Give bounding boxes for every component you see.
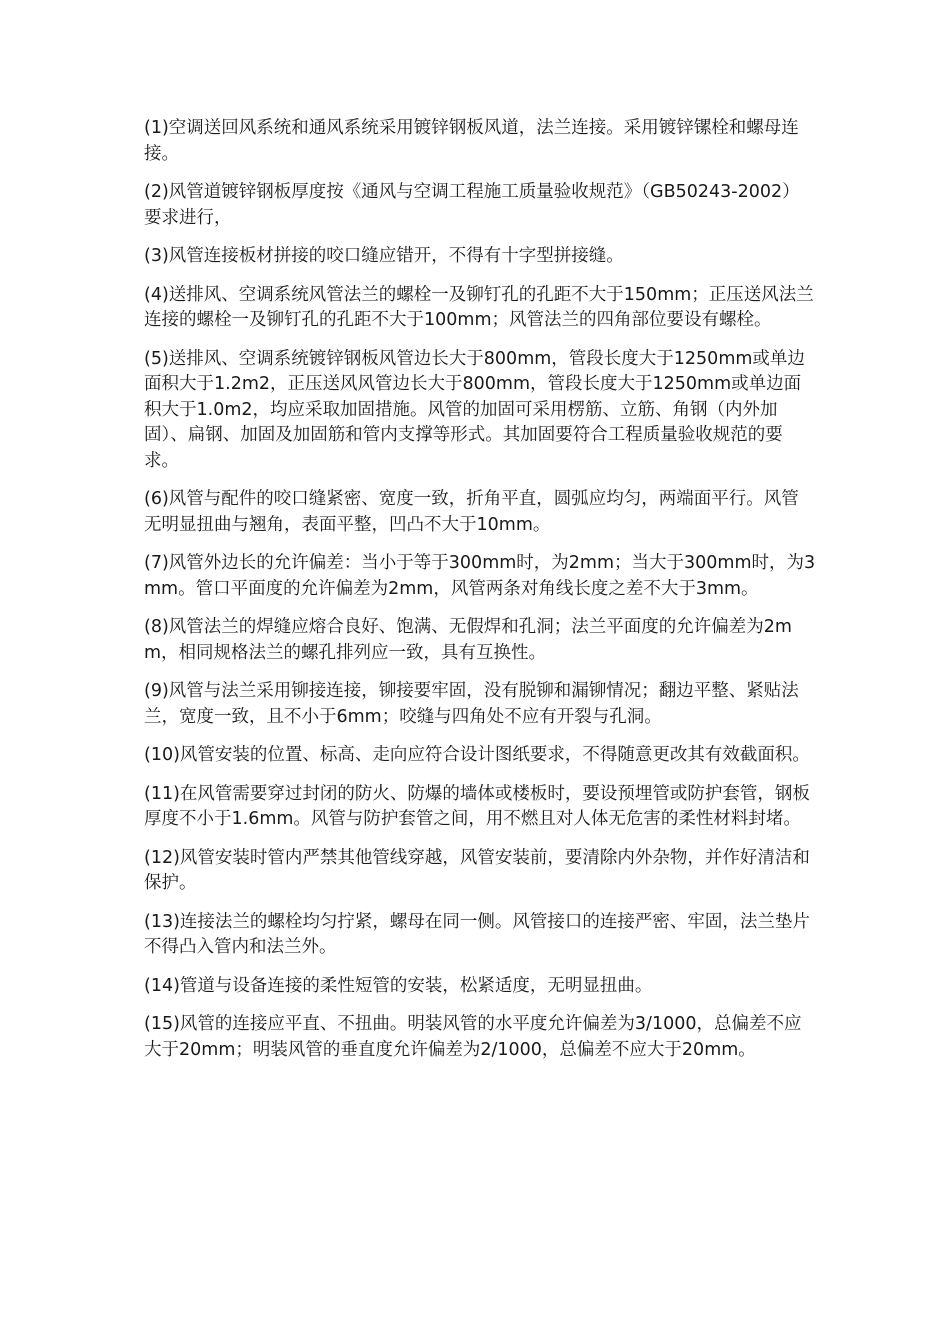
paragraph-7: (7)风管外边长的允许偏差：当小于等于300mm时，为2mm；当大于300mm时，为3mm。管口平面度的允许偏差为2mm，风管两条对角线长度之差不大于3mm。 — [144, 553, 816, 599]
paragraph-3: (3)风管连接板材拼接的咬口缝应错开，不得有十字型拼接缝。 — [144, 246, 624, 266]
paragraph-9: (9)风管与法兰采用铆接连接，铆接要牢固，没有脱铆和漏铆情况；翻边平整、紧贴法兰，宽度一致，且不小于6mm；咬缝与四角处不应有开裂与孔洞。 — [144, 681, 799, 727]
paragraph-5: (5)送排风、空调系统镀锌钢板风管边长大于800mm，管段长度大于1250mm或单边面积大于1.2m2，正压送风风管边长大于800mm，管段长度大于1250mm或单边面积大于1.0m2，均应采取加固措施。风管的加固可采用楞筋、立筋、角钢（内外加固）、扁钢、加固及加固筋和管内支撑等形式。其加固要符合工程质量验收规范的要求。 — [144, 348, 805, 471]
paragraph-15: (15)风管的连接应平直、不扭曲。明装风管的水平度允许偏差为3/1000，总偏差不应大于20mm；明装风管的垂直度允许偏差为2/1000，总偏差不应大于20mm。 — [144, 1014, 802, 1060]
paragraph-12: (12)风管安装时管内严禁其他管线穿越，风管安装前，要清除内外杂物，并作好清洁和保护。 — [144, 847, 810, 893]
paragraph-11: (11)在风管需要穿过封闭的防火、防爆的墙体或楼板时，要设预埋管或防护套管，钢板厚度不小于1.6mm。风管与防护套管之间，用不燃且对人体无危害的柔性材料封堵。 — [144, 783, 810, 829]
document-body — [144, 116, 816, 1076]
paragraph-14: (14)管道与设备连接的柔性短管的安装，松紧适度，无明显扭曲。 — [144, 975, 653, 996]
paragraph-10: (10)风管安装的位置、标高、走向应符合设计图纸要求，不得随意更改其有效截面积。 — [144, 745, 810, 765]
paragraph-4: (4)送排风、空调系统风管法兰的螺栓一及铆钉孔的孔距不大于150mm；正压送风法兰连接的螺栓一及铆钉孔的孔距不大于100mm；风管法兰的四角部位要设有螺栓。 — [144, 284, 814, 330]
paragraph-8: (8)风管法兰的焊缝应熔合良好、饱满、无假焊和孔洞；法兰平面度的允许偏差为2mm，相同规格法兰的螺孔排列应一致，具有互换性。 — [144, 617, 792, 663]
paragraph-13: (13)连接法兰的螺栓均匀拧紧，螺母在同一侧。风管接口的连接严密、牢固，法兰垫片不得凸入管内和法兰外。 — [144, 911, 810, 957]
paragraph-6: (6)风管与配件的咬口缝紧密、宽度一致，折角平直，圆弧应均匀，两端面平行。风管无明显扭曲与翘角，表面平整，凹凸不大于10mm。 — [144, 489, 799, 535]
paragraph-1: (1)空调送回风系统和通风系统采用镀锌钢板风道，法兰连接。采用镀锌镙栓和螺母连接。 — [144, 118, 799, 164]
paragraph-2: (2)风管道镀锌钢板厚度按《通风与空调工程施工质量验收规范》（GB50243-2002）要求进行， — [144, 182, 800, 228]
